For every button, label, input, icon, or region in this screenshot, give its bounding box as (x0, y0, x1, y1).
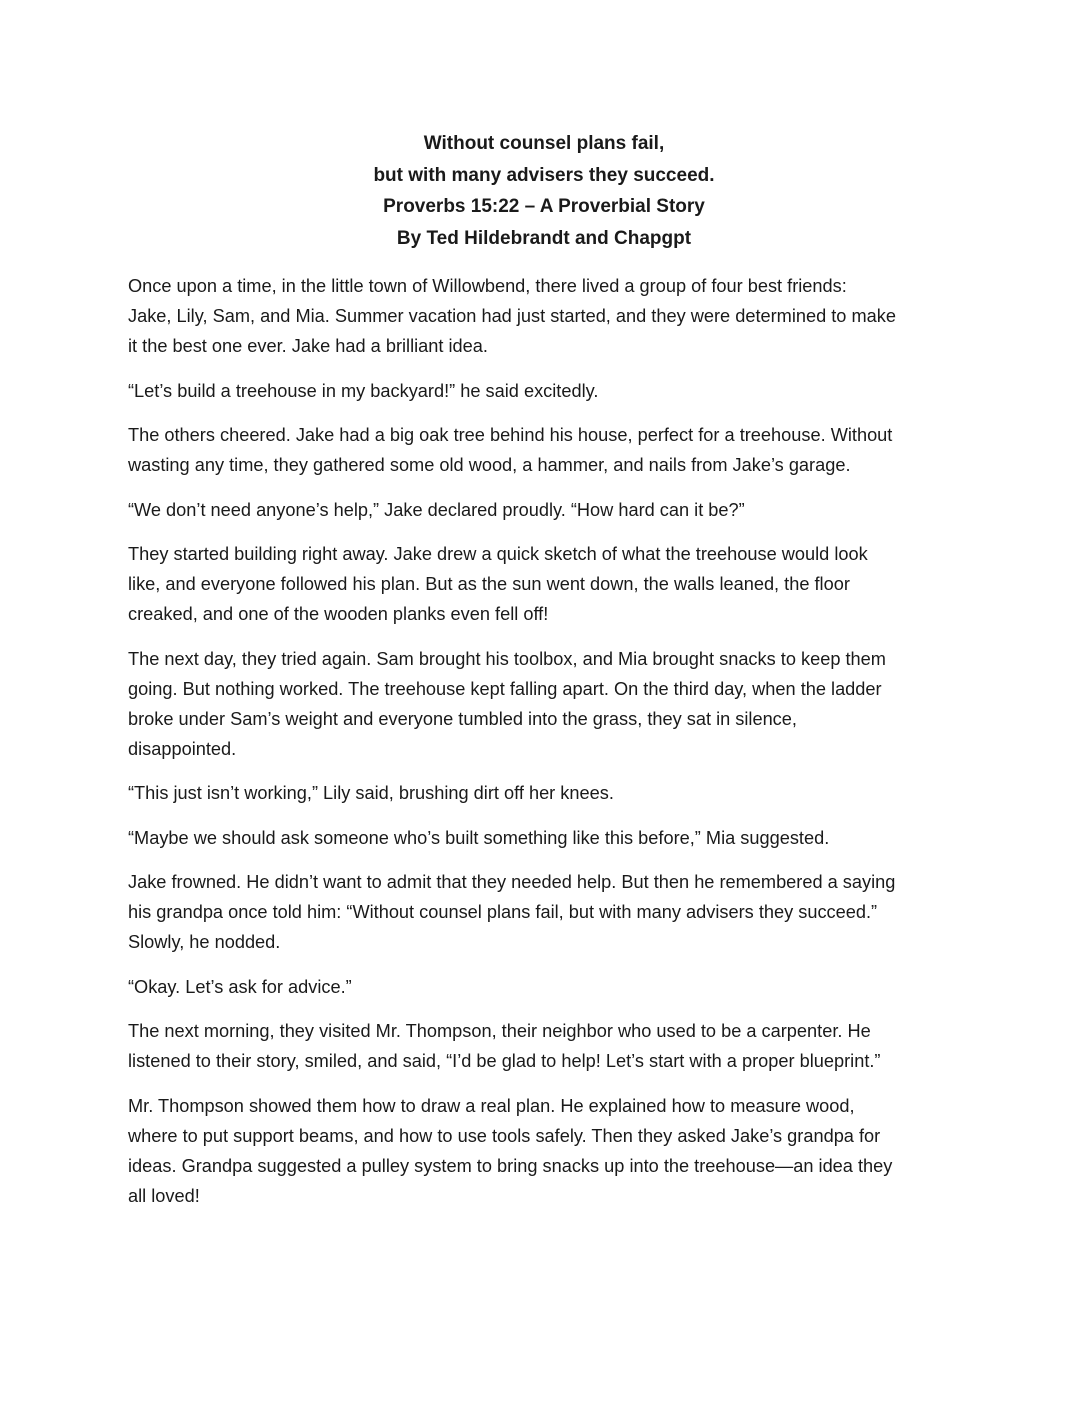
text-line: disappointed. (128, 738, 237, 759)
text-line: Once upon a time, in the little town of Willowbend, there lived a group of four best friends: (128, 276, 847, 296)
text-line: “Okay. Let’s ask for advice.” (128, 976, 352, 997)
text-line: going. But nothing worked. The treehouse kept falling apart. On the third day, when the ladder (128, 678, 882, 699)
text-line: Jake, Lily, Sam, and Mia. Summer vacation had just started, and they were determined to make (128, 306, 896, 326)
title-line: Proverbs 15:22 – A Proverbial Story (383, 196, 705, 217)
text-line: it the best one ever. Jake had a brilliant idea. (128, 336, 488, 356)
text-line: Slowly, he nodded. (128, 932, 281, 952)
paragraph (128, 495, 968, 525)
paragraph (128, 271, 968, 361)
text-line: where to put support beams, and how to use tools safely. Then they asked Jake’s grandpa for (128, 1125, 881, 1146)
title-block (0, 128, 1088, 254)
text-line: his grandpa once told him: “Without counsel plans fail, but with many advisers they succeed.” (128, 902, 878, 922)
paragraph (128, 1091, 968, 1211)
paragraph (128, 867, 968, 957)
text-line: “Let’s build a treehouse in my backyard!” he said excitedly. (128, 380, 599, 401)
text-line: creaked, and one of the wooden planks even fell off! (128, 604, 549, 624)
byline: By Ted Hildebrandt and Chapgpt (396, 227, 692, 249)
text-line: They started building right away. Jake drew a quick sketch of what the treehouse would look (128, 544, 868, 564)
title-line: but with many advisers they succeed. (373, 164, 715, 186)
text-line: listened to their story, smiled, and said, “I’d be glad to help! Let’s start with a proper blueprint.” (128, 1051, 881, 1071)
text-line: The others cheered. Jake had a big oak tree behind his house, perfect for a treehouse. Without (128, 425, 893, 445)
title-line: Without counsel plans fail, (423, 133, 665, 154)
text-line: “Maybe we should ask someone who’s built something like this before,” Mia suggested. (128, 827, 830, 848)
paragraph (128, 778, 968, 808)
text-line: wasting any time, they gathered some old wood, a hammer, and nails from Jake’s garage. (128, 455, 851, 475)
paragraph (128, 972, 968, 1002)
paragraph (128, 376, 968, 406)
paragraph (128, 644, 968, 764)
text-line: The next day, they tried again. Sam brought his toolbox, and Mia brought snacks to keep them (128, 648, 886, 669)
text-line: broke under Sam’s weight and everyone tumbled into the grass, they sat in silence, (128, 708, 797, 729)
text-line: Mr. Thompson showed them how to draw a real plan. He explained how to measure wood, (128, 1095, 855, 1116)
paragraph (128, 823, 968, 853)
text-line: Jake frowned. He didn’t want to admit that they needed help. But then he remembered a saying (128, 872, 896, 892)
paragraph (128, 539, 968, 629)
text-line: “This just isn’t working,” Lily said, brushing dirt off her knees. (128, 783, 614, 803)
story-body (128, 271, 968, 1225)
text-line: The next morning, they visited Mr. Thompson, their neighbor who used to be a carpenter. He (128, 1021, 871, 1041)
paragraph (128, 420, 968, 480)
text-line: like, and everyone followed his plan. But as the sun went down, the walls leaned, the floor (128, 574, 850, 594)
text-line: ideas. Grandpa suggested a pulley system to bring snacks up into the treehouse—an idea they (128, 1155, 893, 1176)
paragraph (128, 1016, 968, 1076)
text-line: “We don’t need anyone’s help,” Jake declared proudly. “How hard can it be?” (128, 499, 745, 520)
text-line: all loved! (128, 1185, 200, 1206)
